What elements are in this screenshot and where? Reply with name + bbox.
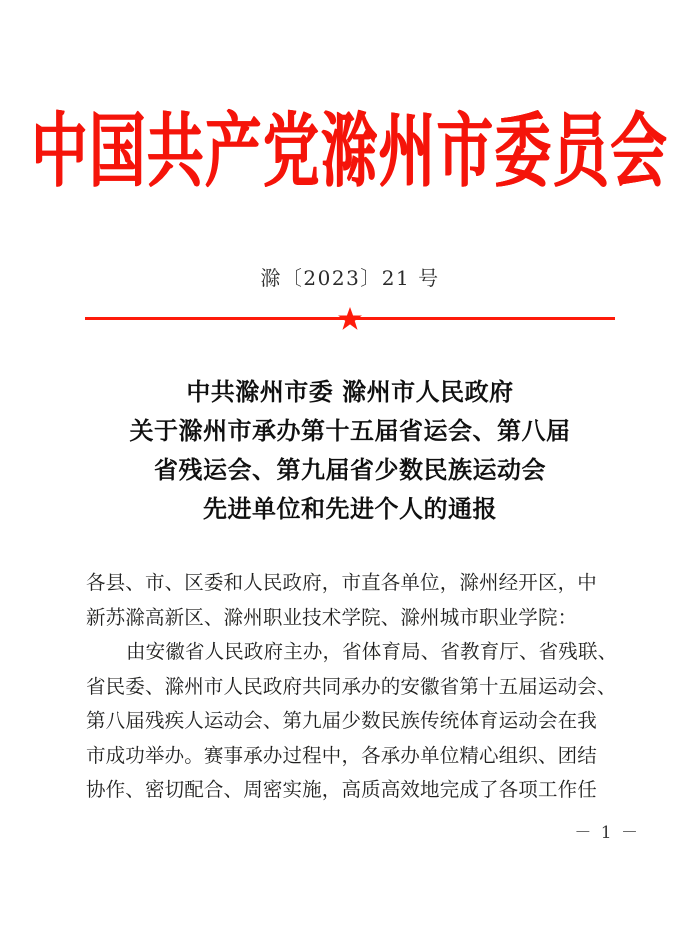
body-line-7: 协作、密切配合、周密实施，高质高效地完成了各项工作任 (86, 778, 597, 801)
red-separator (85, 306, 615, 332)
body-line-1: 各县、市、区委和人民政府，市直各单位，滁州经开区，中 (86, 571, 597, 594)
red-star-icon (337, 306, 363, 332)
document-number: 滁〔2023〕21 号 (260, 266, 440, 290)
letterhead-title: 中国共产党滁州市委员会 (31, 104, 669, 199)
page-number: － 1 － (574, 823, 640, 843)
body-line-3: 由安徽省人民政府主办，省体育局、省教育厅、省残联、 (126, 640, 618, 663)
title-line-4: 先进单位和先进个人的通报 (203, 494, 497, 523)
title-line-3: 省残运会、第九届省少数民族运动会 (154, 455, 546, 484)
letterhead-banner (0, 104, 700, 200)
document-title (60, 372, 640, 528)
body-line-2: 新苏滁高新区、滁州职业技术学院、滁州城市职业学院： (86, 605, 578, 629)
body-line-6: 市成功举办。赛事承办过程中，各承办单位精心组织、团结 (86, 743, 597, 767)
body-line-4: 省民委、滁州市人民政府共同承办的安徽省第十五届运动会、 (86, 674, 617, 698)
title-line-2: 关于滁州市承办第十五届省运会、第八届 (129, 416, 571, 445)
body-line-5: 第八届残疾人运动会、第九届少数民族传统体育运动会在我 (86, 709, 597, 732)
document-body (86, 566, 618, 808)
title-line-1: 中共滁州市委 滁州市人民政府 (186, 377, 514, 406)
